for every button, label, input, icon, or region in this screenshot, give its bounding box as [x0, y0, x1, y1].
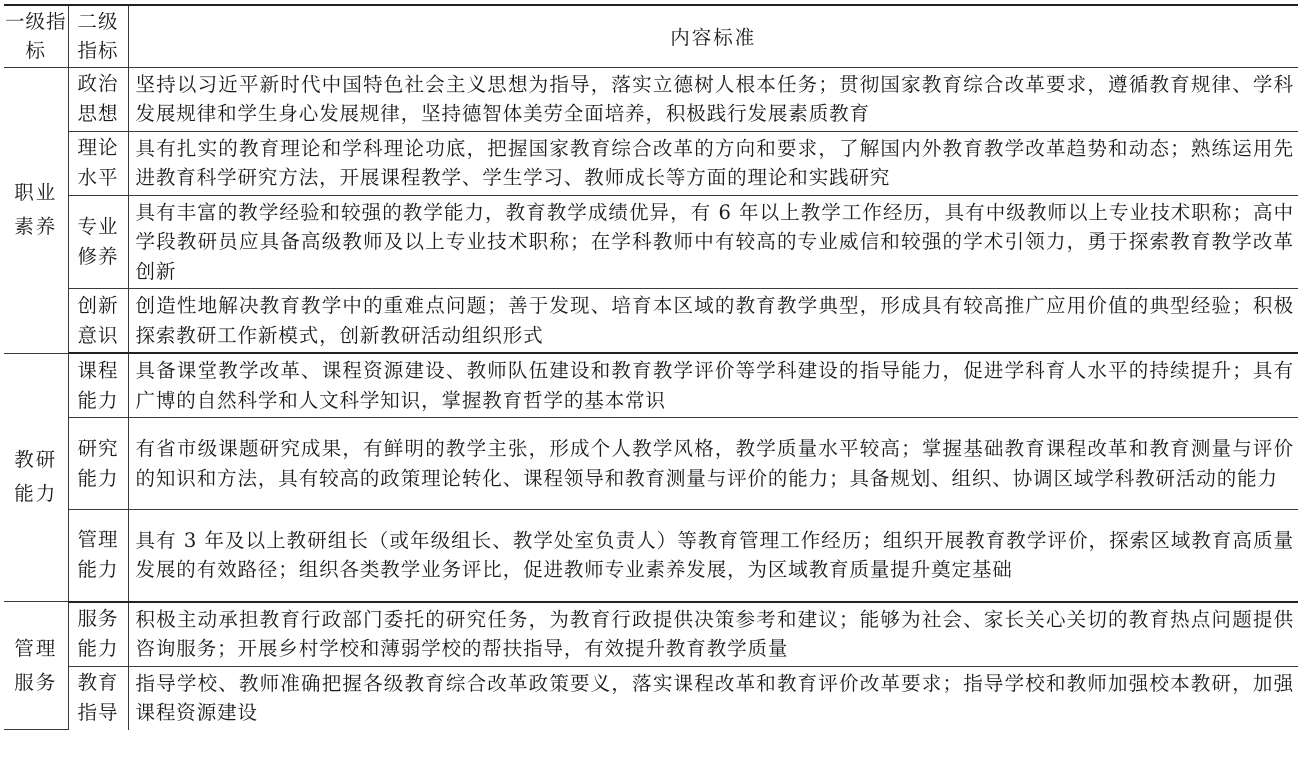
level1-indicator: 职业素养	[4, 67, 68, 353]
content-standard: 指导学校、教师准确把握各级教育综合改革政策要义，落实课程改革和教育评价改革要求；指导学校和教师加强校本教研，加强课程资源建设	[128, 666, 1298, 730]
table-row	[4, 418, 1298, 510]
level1-indicator: 管理服务	[4, 602, 68, 730]
content-standard: 创造性地解决教育教学中的重难点问题；善于发现、培育本区域的教育教学典型，形成具有较高推广应用价值的典型经验；积极探索教研工作新模式，创新教研活动组织形式	[128, 289, 1298, 354]
level2-indicator: 理论水平	[68, 131, 128, 195]
content-standard: 具备课堂教学改革、课程资源建设、教师队伍建设和教育教学评价等学科建设的指导能力，促进学科育人水平的持续提升；具有广博的自然科学和人文科学知识，掌握教育哲学的基本常识	[128, 353, 1298, 418]
table-row	[4, 510, 1298, 602]
level2-indicator: 创新意识	[68, 289, 128, 354]
content-standard: 积极主动承担教育行政部门委托的研究任务，为教育行政提供决策参考和建议；能够为社会、家长关心关切的教育热点问题提供咨询服务；开展乡村学校和薄弱学校的帮扶指导，有效提升教育教学质量	[128, 602, 1298, 667]
level2-indicator: 专业修养	[68, 195, 128, 289]
table-row	[4, 602, 1298, 667]
table-row	[4, 353, 1298, 418]
standards-table	[4, 4, 1298, 730]
table-header-row	[4, 5, 1298, 67]
level2-indicator: 教育指导	[68, 666, 128, 730]
table-row	[4, 666, 1298, 730]
level2-indicator: 课程能力	[68, 353, 128, 418]
table-row	[4, 67, 1298, 131]
content-standard: 具有 3 年及以上教研组长（或年级组长、教学处室负责人）等教育管理工作经历；组织开展教育教学评价，探索区域教育高质量发展的有效路径；组织各类教学业务评比，促进教师专业素养发展，为区域教育质量提升奠定基础	[128, 510, 1298, 602]
level2-indicator: 管理能力	[68, 510, 128, 602]
table-row	[4, 289, 1298, 354]
table-row	[4, 195, 1298, 289]
content-standard: 有省市级课题研究成果，有鲜明的教学主张，形成个人教学风格，教学质量水平较高；掌握基础教育课程改革和教育测量与评价的知识和方法，具有较高的政策理论转化、课程领导和教育测量与评价的能力；具备规划、组织、协调区域学科教研活动的能力	[128, 418, 1298, 510]
level2-indicator: 研究能力	[68, 418, 128, 510]
header-level2: 二级指标	[68, 5, 128, 67]
header-content-standard: 内容标准	[128, 5, 1298, 67]
content-standard: 具有丰富的教学经验和较强的教学能力，教育教学成绩优异，有 6 年以上教学工作经历，具有中级教师以上专业技术职称；高中学段教研员应具备高级教师及以上专业技术职称；在学科教师中有较高的专业威信和较强的学术引领力，勇于探索教育教学改革创新	[128, 195, 1298, 289]
content-standard: 具有扎实的教育理论和学科理论功底，把握国家教育综合改革的方向和要求，了解国内外教育教学改革趋势和动态；熟练运用先进教育科学研究方法，开展课程教学、学生学习、教师成长等方面的理论和实践研究	[128, 131, 1298, 195]
content-standard: 坚持以习近平新时代中国特色社会主义思想为指导，落实立德树人根本任务；贯彻国家教育综合改革要求，遵循教育规律、学科发展规律和学生身心发展规律，坚持德智体美劳全面培养，积极践行发展素质教育	[128, 67, 1298, 131]
level2-indicator: 政治思想	[68, 67, 128, 131]
table-row	[4, 131, 1298, 195]
level2-indicator: 服务能力	[68, 602, 128, 667]
level1-indicator: 教研能力	[4, 353, 68, 602]
header-level1: 一级指标	[4, 5, 68, 67]
